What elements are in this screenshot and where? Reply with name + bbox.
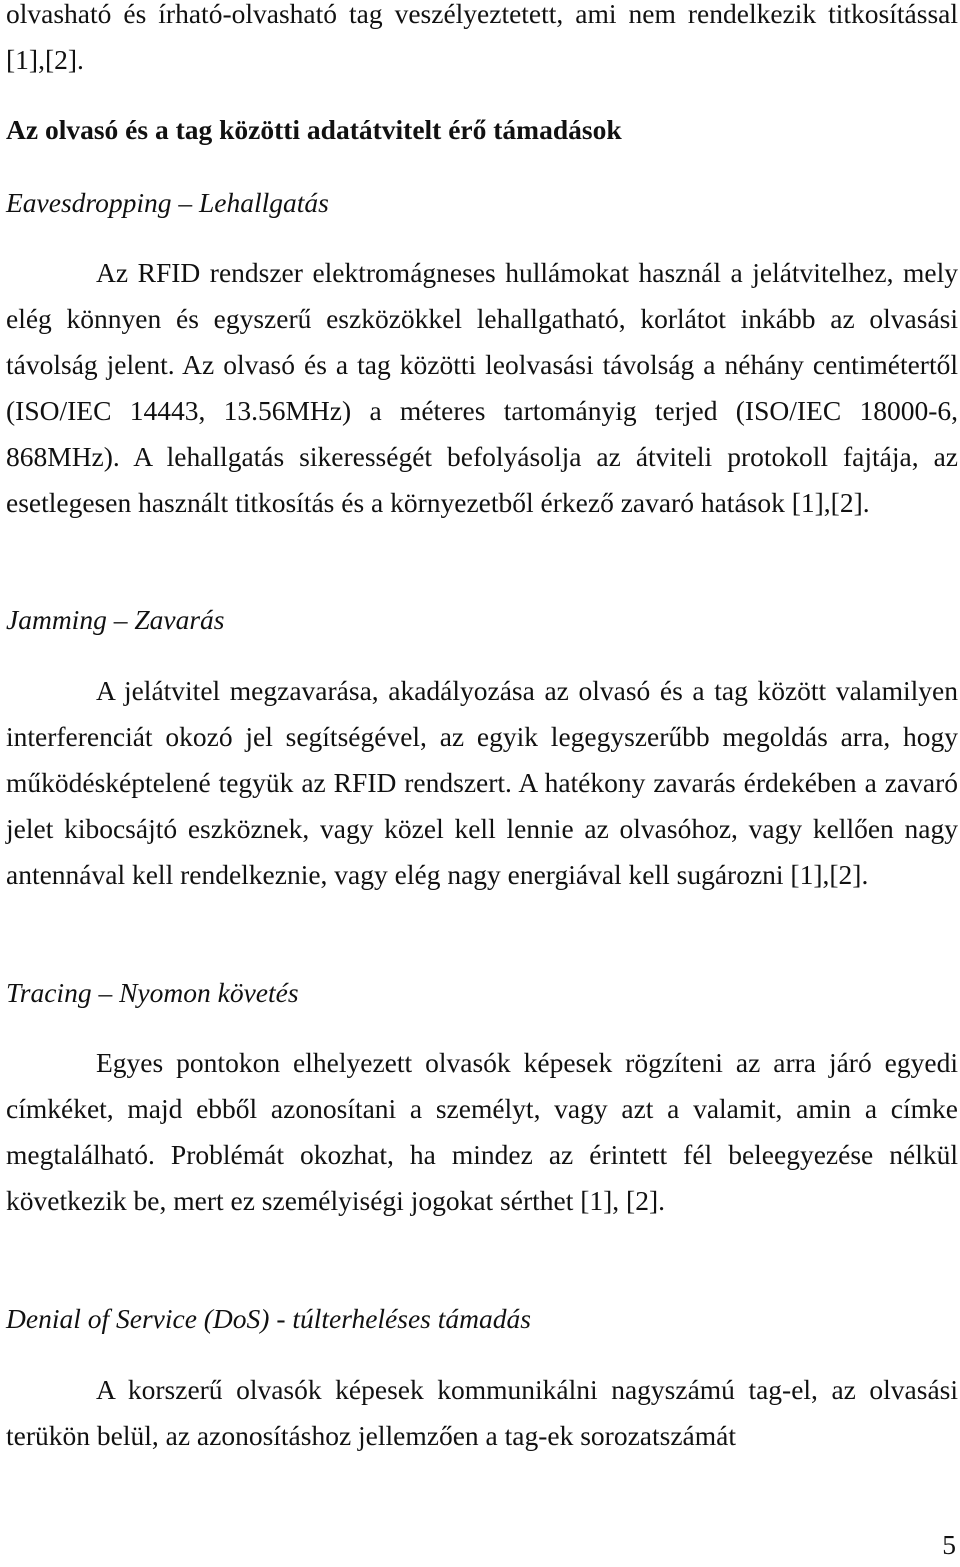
section-heading: Az olvasó és a tag közötti adatátvitelt érő támadások: [6, 114, 622, 145]
intro-continuation-paragraph: olvasható és írható-olvasható tag veszélyeztetett, ami nem rendelkezik titkosítással [1],[2].: [6, 0, 958, 75]
dos-heading: Denial of Service (DoS) - túlterheléses támadás: [6, 1303, 531, 1334]
page-number: 5: [942, 1529, 956, 1560]
jamming-heading: Jamming – Zavarás: [6, 604, 225, 635]
tracing-heading: Tracing – Nyomon követés: [6, 977, 299, 1008]
jamming-paragraph: A jelátvitel megzavarása, akadályozása az olvasó és a tag között valamilyen interferenciát okozó jel segítségével, az egyik legegyszerűbb megoldás arra, hogy működésképtelené tegyük az RFID rendszert. A hatékony zavarás érdekében a zavaró jelet kibocsájtó eszköznek, vagy közel kell lennie az olvasóhoz, vagy kellően nagy antennával kell rendelkeznie, vagy elég nagy energiával kell sugározni [1],[2].: [6, 675, 958, 890]
dos-paragraph: A korszerű olvasók képesek kommunikálni nagyszámú tag-el, az olvasási terükön belül, az azonosításhoz jellemzően a tag-ek sorozatszámát: [6, 1374, 958, 1451]
tracing-paragraph: Egyes pontokon elhelyezett olvasók képesek rögzíteni az arra járó egyedi címkéket, majd ebből azonosítani a személyt, vagy azt a valamit, amin a címke megtalálható. Problémát okozhat, ha mindez az érintett fél beleegyezése nélkül következik be, mert ez személyiségi jogokat sérthet [1], [2].: [6, 1047, 958, 1216]
eavesdropping-paragraph: Az RFID rendszer elektromágneses hullámokat használ a jelátvitelhez, mely elég könnyen és egyszerű eszközökkel lehallgatható, korlátot inkább az olvasási távolság jelent. Az olvasó és a tag közötti leolvasási távolság a néhány centimétertől (ISO/IEC 14443, 13.56MHz) a méteres tartományig terjed (ISO/IEC 18000-6, 868MHz). A lehallgatás sikerességét befolyásolja az átviteli protokoll fajtája, az esetlegesen használt titkosítás és a környezetből érkező zavaró hatások [1],[2].: [6, 257, 958, 518]
eavesdropping-heading: Eavesdropping – Lehallgatás: [6, 187, 329, 218]
